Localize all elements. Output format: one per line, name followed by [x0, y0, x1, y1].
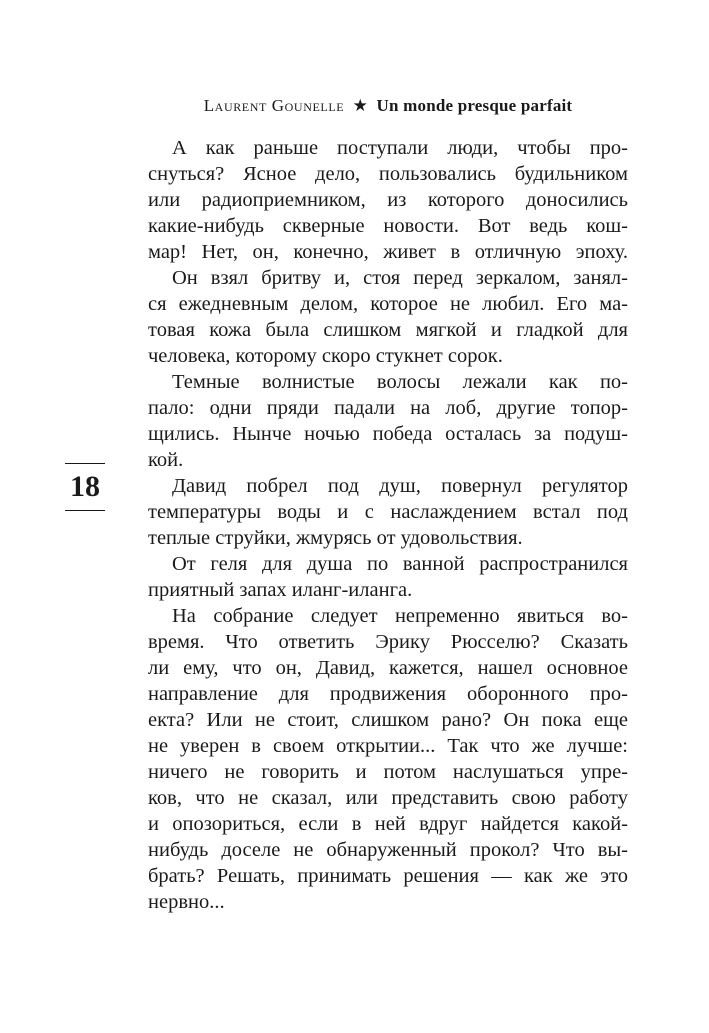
text-line: ничего не говорить и потом наслушаться упре- [148, 761, 628, 783]
text-line: или радиоприемником, из которого доносились [148, 189, 628, 211]
paragraph [148, 135, 628, 265]
text-line: На собрание следует непременно явиться во- [172, 605, 628, 627]
text-line: ков, что не сказал, или представить свою работу [148, 787, 628, 809]
text-line: нибудь доселе не обнаруженный прокол? Что вы- [148, 839, 628, 861]
paragraph [148, 473, 628, 551]
text-line: пало: одни пряди падали на лоб, другие топор- [148, 397, 628, 419]
text-line: А как раньше поступали люди, чтобы про- [172, 137, 628, 159]
page-number: 18 [70, 470, 100, 503]
running-header [148, 96, 628, 116]
text-line: товая кожа была слишком мягкой и гладкой для [148, 319, 628, 341]
text-line: какие-нибудь скверные новости. Вот ведь кош- [148, 215, 628, 237]
text-line: кой. [148, 449, 184, 471]
text-line: не уверен в своем открытии... Так что же лучше: [148, 735, 628, 757]
text-line: От геля для душа по ванной распространился [172, 553, 628, 575]
text-line: человека, которому скоро стукнет сорок. [148, 345, 503, 367]
text-line: екта? Или не стоит, слишком рано? Он пока еще [148, 709, 628, 731]
text-line: мар! Нет, он, конечно, живет в отличную эпоху. [148, 241, 628, 263]
text-line: нервно... [148, 891, 225, 913]
text-line: ли ему, что он, Давид, кажется, нашел основное [148, 657, 628, 679]
paragraph [148, 369, 628, 473]
text-line: снуться? Ясное дело, пользовались будильником [148, 163, 628, 185]
header-book-title: Un monde presque parfait [376, 96, 573, 115]
text-line: температуры воды и с наслаждением встал под [148, 501, 628, 523]
paragraph [148, 603, 628, 915]
text-line: и опозориться, если в ней вдруг найдется какой- [148, 813, 628, 835]
text-line: ся ежедневным делом, которое не любил. Его ма- [148, 293, 628, 315]
paragraph [148, 551, 628, 603]
text-line: приятный запах иланг-иланга. [148, 579, 413, 601]
text-line: Давид побрел под душ, повернул регулятор [172, 475, 628, 497]
text-body [148, 135, 628, 915]
star-icon: ★ [352, 96, 369, 115]
page-number-block [65, 463, 105, 511]
text-line: Темные волнистые волосы лежали как по- [172, 371, 628, 393]
text-line: теплые струйки, жмурясь от удовольствия. [148, 527, 523, 549]
page-number-rule-bottom [65, 510, 105, 511]
text-line: брать? Решать, принимать решения — как же это [148, 865, 628, 887]
text-line: Он взял бритву и, стоя перед зеркалом, занял- [172, 267, 628, 289]
paragraph [148, 265, 628, 369]
text-line: направление для продвижения оборонного про- [148, 683, 628, 705]
header-author: Laurent Gounelle [203, 96, 345, 115]
text-line: щились. Нынче ночью победа осталась за подуш- [148, 423, 628, 445]
text-line: время. Что ответить Эрику Рюсселю? Сказать [148, 631, 628, 653]
